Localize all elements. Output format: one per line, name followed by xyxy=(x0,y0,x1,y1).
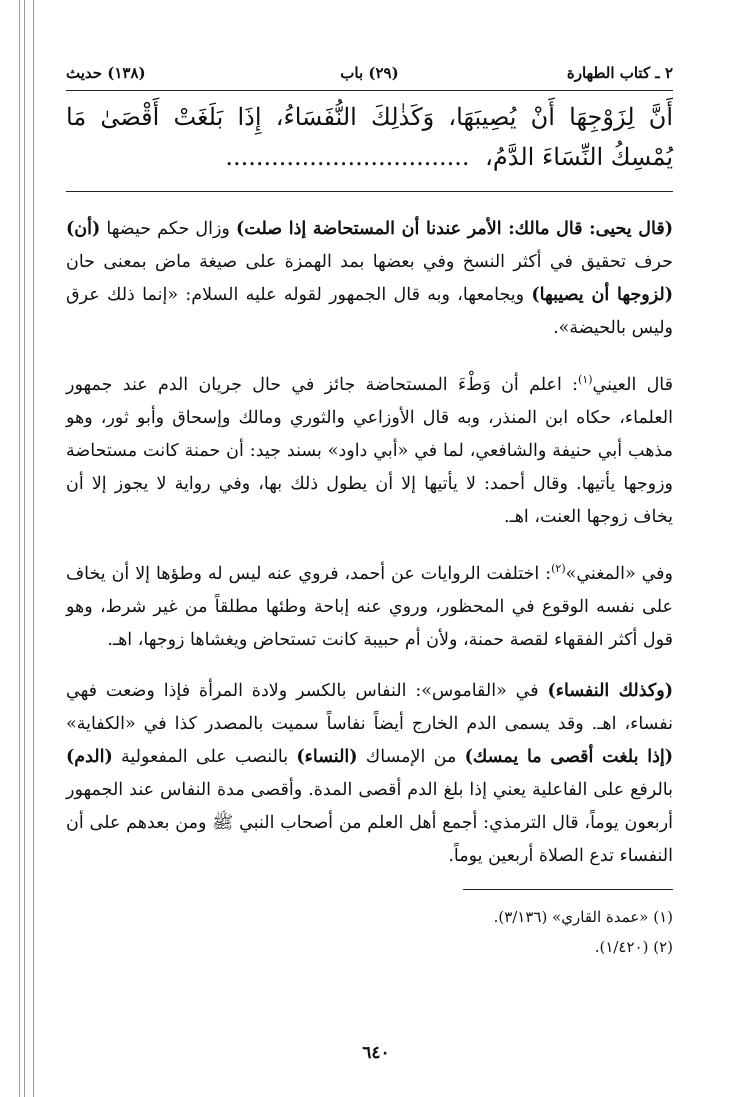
book-page xyxy=(66,60,673,962)
commentary-paragraph-2 xyxy=(66,363,673,534)
paragraph-text: في «القاموس»: النفاس بالكسر ولادة المرأة فإذا وضعت فهي نفساء، اهـ. وقد يسمى الدم الخارج أيضاً نفاساً سميت بالمصدر كذا في «الكفاية» xyxy=(66,680,673,734)
paragraph-text: وزال حكم حيضها xyxy=(100,219,236,239)
paragraph-text: قال العيني xyxy=(592,374,673,395)
page-number: ٦٤٠ xyxy=(362,1043,390,1063)
commentary-paragraph-3 xyxy=(66,552,673,657)
page-edge-line xyxy=(33,0,34,1097)
paragraph-text: بالنصب على المفعولية xyxy=(112,746,297,767)
matn-rule xyxy=(66,191,673,192)
bold-quote: (أن) xyxy=(66,219,101,239)
hadith-text xyxy=(66,97,673,177)
footnote-rule xyxy=(463,889,673,890)
footnote-ref: (٢) xyxy=(551,561,566,575)
bold-quote: (الدم) xyxy=(66,746,113,767)
paragraph-text: بالرفع على الفاعلية يعني إذا بلغ الدم أقصى المدة. وأقصى مدة النفاس عند الجمهور أربعون يوماً، قال الترمذي: أجمع أهل العلم من أصحاب النبي ﷺ ومن بعدهم على أن النفساء تدع الصلاة أربعين يوماً. xyxy=(66,779,673,866)
paragraph-text: : اعلم أن وَطْءَ المستحاضة جائز في حال جريان الدم عند جمهور العلماء، حكاه ابن المنذر، وبه قال الأوزاعي والثوري ومالك وإسحاق وأبو ثور، وهو مذهب أبي حنيفة والشافعي، لما في «أبي داود» بسند جيد: أن حمنة كانت مستحاضة وزوجها يأتيها. وقال أحمد: لا يأتيها إلا أن يطول ذلك بها، وفي رواية لا يجوز إلا أن يخاف زوجها العنت، اهـ. xyxy=(66,374,673,527)
bold-quote: (النساء) xyxy=(296,746,358,767)
commentary-paragraph-4 xyxy=(66,675,673,873)
bold-quote: (قال يحيى: قال مالك: الأمر عندنا أن المستحاضة إذا صلت) xyxy=(236,219,673,239)
bold-quote: (وكذلك النفساء) xyxy=(547,680,673,701)
hadith-text-body: أَنَّ لِزَوْجِهَا أَنْ يُصِيبَهَا، وَكَذٰلِكَ النُّفَسَاءُ، إِذَا بَلَغَتْ أَقْصَىٰ مَا يُمْسِكُ النِّسَاءَ الدَّمُ، xyxy=(66,103,673,171)
paragraph-text: حرف تحقيق في أكثر النسخ وفي بعضها بمد الهمزة على صيغة ماض بمعنى حان xyxy=(66,252,673,272)
section-number: (٢٩) باب xyxy=(340,64,399,82)
ellipsis-dots: ................................ xyxy=(225,143,470,171)
page-edge-line xyxy=(19,0,20,1097)
hadith-number: (١٣٨) حديث xyxy=(66,64,146,82)
paragraph-text: : اختلفت الروايات عن أحمد، فروي عنه ليس له وطؤها إلا أن يخاف على نفسه الوقوع في المحظور، وروي عنه إباحة وطئها مطلقاً من غير شرط، وهو قول أكثر الفقهاء لقصة حمنة، ولأن أم حبيبة كانت تستحاض ويغشاها زوجها، اهـ. xyxy=(66,563,673,650)
footnote-1: (١) «عمدة القاري» (٣/١٣٦). xyxy=(493,907,673,926)
bold-quote: (إذا بلغت أقصى ما يمسك) xyxy=(464,746,674,767)
chapter-title: ٢ ـ كتاب الطهارة xyxy=(566,64,673,82)
header-rule xyxy=(66,90,673,91)
commentary-paragraph-1 xyxy=(66,213,673,345)
footnotes xyxy=(66,902,673,962)
paragraph-text: وفي «المغني» xyxy=(565,563,674,584)
page-edge-line xyxy=(24,0,25,1097)
footnote-ref: (١) xyxy=(578,373,593,386)
paragraph-text: من الإمساك xyxy=(357,746,465,767)
running-head xyxy=(66,60,673,90)
bold-quote: (لزوجها أن يصيبها) xyxy=(531,285,673,305)
paragraph-text: ويجامعها، وبه قال الجمهور لقوله عليه السلام: «إنما ذلك عرق وليس بالحيضة». xyxy=(66,285,673,338)
footnote-2: (٢) (١/٤٢٠). xyxy=(594,937,673,956)
